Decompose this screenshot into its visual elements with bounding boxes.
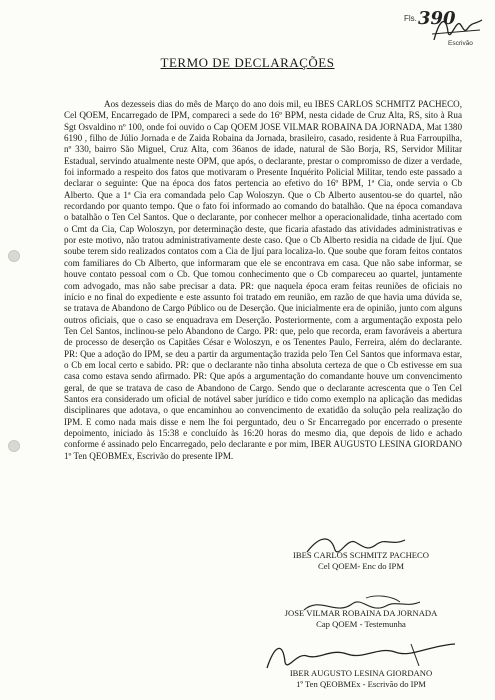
signer-role-escrivao: 1º Ten QEOBMEx - Escrivão do IPM — [296, 678, 426, 689]
signature-scribble-escrivao — [261, 640, 461, 674]
signer-role-testemunha: Cap QOEM - Testemunha — [316, 618, 406, 629]
signature-block-escrivao — [246, 668, 476, 689]
page-number-stamp — [400, 8, 485, 50]
signature-scribble-testemunha — [296, 592, 436, 618]
signature-block-testemunha — [246, 608, 476, 629]
declaration-body: Aos dezesseis dias do mês de Março do ano dois mil, eu IBES CARLOS SCHMITZ PACHECO, Cel QOEM, Encarregado de IPM, compareci a sede do 16º BPM, nesta cidade de Cruz Alta, RS, sito à Rua Sgt Osvaldino nº 100, onde foi ouvido o Cap QOEM JOSE VILMAR ROBAINA DA JORNADA, Mat 1380 6190 , filho de Júlio Jornada e de Zaida Robaina da Jornada, brasileiro, casado, residente à Rua Farroupilha, nº 330, bairro São Miguel, Cruz Alta, com 36anos de idade, natural de São Borja, RS, Servidor Militar Estadual, servindo atualmente neste OPM, que após, o declarante, prestar o compromisso de dizer a verdade, foi informado a respeito dos fatos que motivaram o Presente Inquérito Policial Militar, tendo este passado a declarar o seguinte: Que na época dos fatos pertencia ao efetivo do 16º BPM, 1ª Cia, onde servia o Cb Alberto. Que a 1ª Cia era comandada pelo Cap Woloszyn. Que o Cb Alberto ausentou-se do quartel, não recordando por quanto tempo. Que o fato foi informado ao comando do batalhão. Que na época comandava o batalhão o Ten Cel Santos. Que o declarante, por conhecer melhor a operacionalidade, tinha acertado com o Cmt da Cia, Cap Woloszyn, por determinação deste, que ficaria afastado das atividades administrativas e por este motivo, não tratou administrativamente deste caso. Que o Cb Alberto residia na cidade de Ijuí. Que soube terem sido realizados contatos com a Cia de Ijuí para localiza-lo. Que soube que foram feitos contatos com familiares do Cb Alberto, que informaram que ele se encontrava em casa. Que não sabe informar, se houve contato pessoal com o Cb. Que tomou conhecimento que o Cb compareceu ao quartel, juntamente com advogado, mas não sabe precisar a data. PR: que naquela época eram feitas reuniões de oficiais no início e no final do expediente e este assunto foi tratado em reunião, em razão de que havia uma dúvida se, se tratava de Abandono de Cargo Público ou de Deserção. Que inicialmente era de opinião, junto com alguns outros oficiais, que o caso se enquadrava em Deserção. Posteriormente, com a argumentação exposta pelo Ten Cel Santos, inclinou-se pelo Abandono de Cargo. PR: que, pelo que recorda, eram favoráveis a abertura de processo de deserção os Capitães César e Woloszyn, e os Tenentes Paulo, Ferreira, além do declarante. PR: Que a adoção do IPM, se deu a partir da argumentação trazida pelo Ten Cel Santos que informava estar, o Cb em local certo e sabido. PR: que o declarante não tinha absoluta certeza de que o Cb estivesse em sua casa como estava sendo afirmado. PR: Que após a argumentação do comandante houve um convencimento geral, de que se tratava de caso de Abandono de Cargo. Sendo que o declarante acrescenta que o Ten Cel Santos era considerado um oficial de notável saber jurídico e tido como exemplo na aplicação das medidas disciplinares que adotava, o que encaminhou ao convencimento de exatidão da solução pela realização do IPM. E como nada mais disse e nem lhe foi perguntado, deu o Sr Encarregado por encerrado o presente depoimento, iniciado às 15:38 e concluído às 16:20 horas do mesmo dia, que depois de lido e achado conforme é assinado pelo Encarregado, pelo declarante e por mim, IBER AUGUSTO LESINA GIORDANO 1º Ten QEOBMEx, Escrivão do presente IPM. — [64, 99, 462, 461]
escrivao-label: Escrivão — [448, 40, 473, 47]
document-title — [0, 55, 495, 71]
fls-label: Fls. — [404, 14, 417, 23]
signature-scribble-encarregado — [301, 532, 421, 558]
signer-role-encarregado: Cel QOEM- Enc do IPM — [318, 560, 404, 571]
signature-block-encarregado — [246, 550, 476, 571]
signer-name-encarregado: IBES CARLOS SCHMITZ PACHECO — [292, 550, 429, 560]
document-title-text: TERMO DE DECLARAÇÕES — [160, 55, 335, 70]
punch-hole-top — [8, 250, 20, 262]
punch-hole-bottom — [8, 440, 20, 452]
page-number: 390 — [418, 8, 456, 29]
signer-name-testemunha: JOSE VILMAR ROBAINA DA JORNADA — [284, 608, 438, 618]
signer-name-escrivao: IBER AUGUSTO LESINA GIORDANO — [289, 668, 433, 678]
